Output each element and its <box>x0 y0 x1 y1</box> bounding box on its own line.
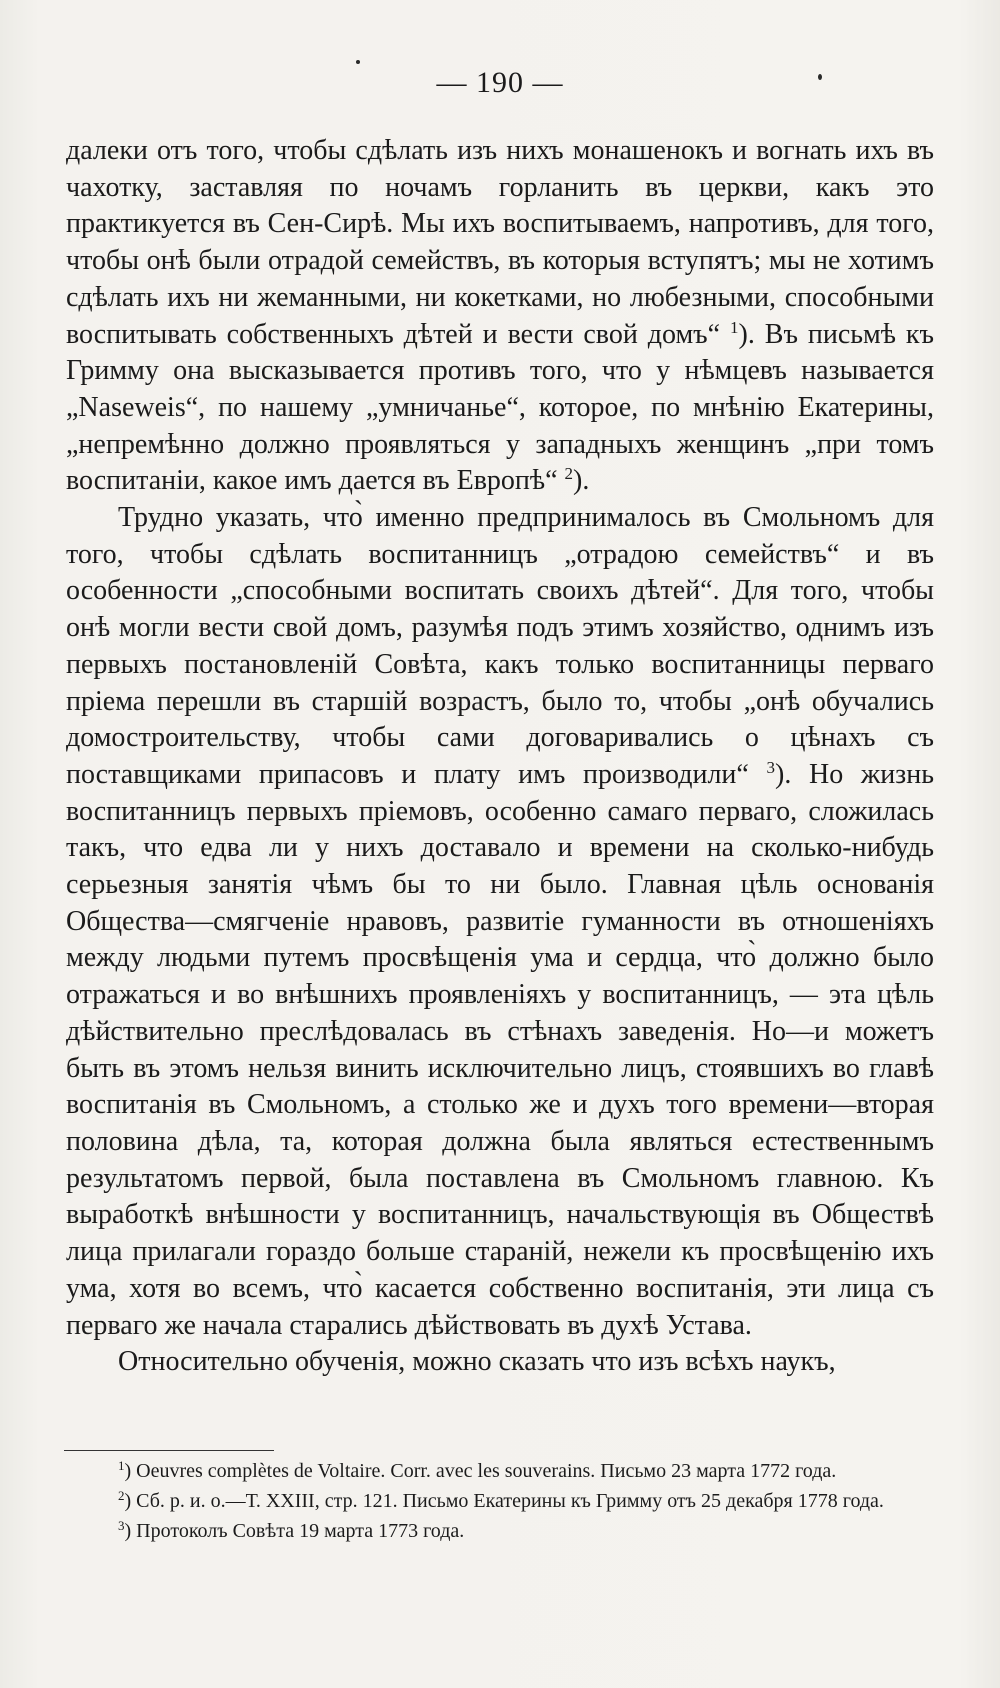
footnotes <box>66 1456 934 1546</box>
text-run: далеки отъ того, чтобы сдѣлать изъ нихъ монашенокъ и вогнать ихъ въ чахотку, заставляя по ночамъ горланить въ церкви, какъ это практикуется въ Сен-Сирѣ. Мы ихъ воспитываемъ, напротивъ, для того, чтобы онѣ были отрадой семействъ, въ которыя вступятъ; мы не хотимъ сдѣлать ихъ ни жеманными, ни кокетками, но любезными, способными воспитывать собственныхъ дѣтей и вести свой домъ“ <box>66 135 934 350</box>
page-number: — 190 — <box>436 66 564 99</box>
text-run: Относительно обученія, можно сказать что изъ всѣхъ наукъ, <box>118 1346 836 1378</box>
footnote <box>66 1486 934 1516</box>
paragraph <box>66 1344 934 1381</box>
footnote-mark: 1 <box>118 1458 125 1473</box>
text-run: ). <box>573 465 590 497</box>
paragraph <box>66 133 934 500</box>
footnote-mark: 2 <box>118 1488 125 1503</box>
print-speck <box>818 74 822 80</box>
text-run: Трудно указать, что̀ именно предпринималось въ Смольномъ для того, чтобы сдѣлать воспитанницъ „отрадою семействъ“ и въ особенности „способными воспитать своихъ дѣтей“. Для того, чтобы онѣ могли вести свой домъ, разумѣя подъ этимъ хозяйство, однимъ изъ первыхъ постановленій Совѣта, какъ только воспитанницы перваго пріема перешли въ старшій возрастъ, было то, чтобы „онѣ обучались домостроительству, чтобы сами договаривались о цѣнахъ съ поставщиками припасовъ и плату имъ производили“ <box>66 502 934 790</box>
footnote-reference: 2 <box>564 464 574 484</box>
footnote <box>66 1456 934 1486</box>
footnote <box>66 1516 934 1546</box>
footnote-reference: 1 <box>730 317 739 337</box>
footnote-reference: 3 <box>766 757 775 777</box>
text-run: ). Въ письмѣ къ Гримму она высказывается противъ того, что у нѣмцевъ называется „Naseweis“, по нашему „умничанье“, которое, по мнѣнію Екатерины, „непремѣнно должно проявляться у западныхъ женщинъ „при томъ воспитаніи, какое имъ дается въ Европѣ“ <box>66 318 934 497</box>
footnote-separator <box>64 1450 274 1451</box>
print-speck <box>356 60 360 64</box>
footnote-mark: 3 <box>118 1518 125 1533</box>
footnote-text: ) Протоколъ Совѣта 19 марта 1773 года. <box>124 1520 465 1542</box>
footnote-text: ) Сб. р. и. о.—Т. XXIII, стр. 121. Письмо Екатерины къ Гримму отъ 25 декабря 1778 года. <box>124 1490 884 1512</box>
paragraph <box>66 500 934 1344</box>
main-text <box>66 133 934 1381</box>
text-run: ). Но жизнь воспитанницъ первыхъ пріемовъ, особенно самаго перваго, сложилась такъ, что едва ли у нихъ доставало и времени на сколько-нибудь серьезныя занятія чѣмъ бы то ни было. Главная цѣль основанія Общества—смягченіе нравовъ, развитіе гуманности въ отношеніяхъ между людьми путемъ просвѣщенія ума и сердца, что̀ должно было отражаться и во внѣшнихъ проявленіяхъ у воспитанницъ, — эта цѣль дѣйствительно преслѣдовалась въ стѣнахъ заведенія. Но—и можетъ быть въ этомъ нельзя винить исключительно лицъ, стоявшихъ во главѣ воспитанія въ Смольномъ, а столько же и духъ того времени—вторая половина дѣла, та, которая должна была являться естественнымъ результатомъ первой, была поставлена въ Смольномъ главною. Къ выработкѣ внѣшности у воспитанницъ, начальствующія въ Обществѣ лица прилагали гораздо больше стараній, нежели къ просвѣщенію ихъ ума, хотя во всемъ, что̀ касается собственно воспитанія, эти лица съ перваго же начала старались дѣйствовать въ духѣ Устава. <box>66 758 934 1341</box>
footnote-text: ) Oeuvres complètes de Voltaire. Corr. avec les souverains. Письмо 23 марта 1772 года. <box>124 1460 837 1482</box>
